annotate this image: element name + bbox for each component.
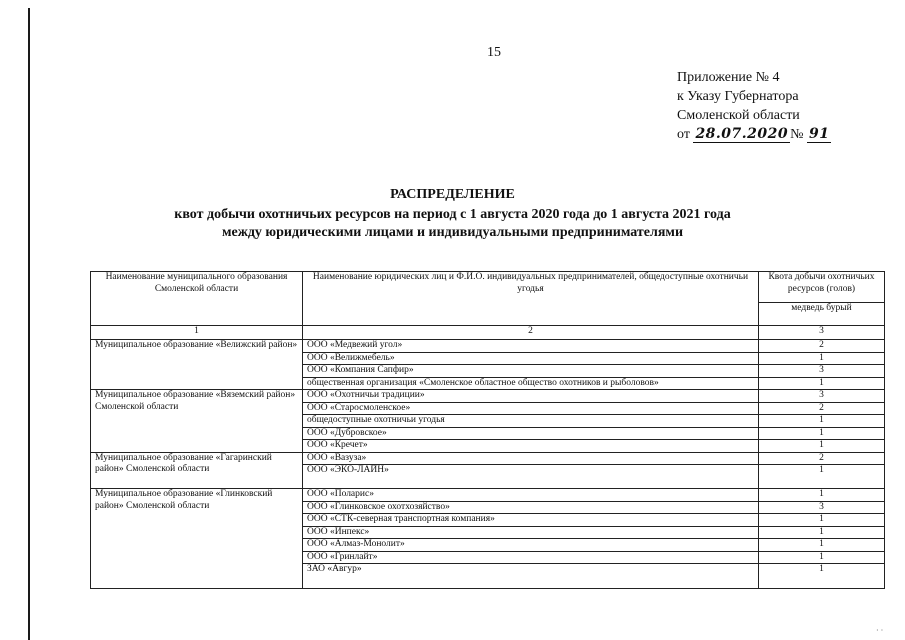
organization-cell: ООО «Алмаз-Монолит» bbox=[303, 539, 759, 552]
quota-cell: 1 bbox=[759, 539, 885, 552]
organization-cell: ООО «Велижмебель» bbox=[303, 352, 759, 365]
organization-cell: ООО «Дубровское» bbox=[303, 427, 759, 440]
municipality-cell: Муниципальное образование «Вяземский район» Смоленской области bbox=[91, 390, 303, 453]
index-cell: 3 bbox=[759, 326, 885, 340]
handwritten-number: 91 bbox=[808, 126, 830, 142]
organization-cell: ООО «ЭКО-ЛАЙН» bbox=[303, 465, 759, 489]
quota-cell: 1 bbox=[759, 440, 885, 453]
table-row bbox=[91, 452, 885, 465]
appendix-line-1: Приложение № 4 bbox=[677, 70, 780, 85]
quota-cell: 1 bbox=[759, 564, 885, 589]
quota-cell: 2 bbox=[759, 402, 885, 415]
date-prefix: от bbox=[677, 127, 690, 142]
organization-cell: ЗАО «Авгур» bbox=[303, 564, 759, 589]
organization-cell: ООО «Компания Сапфир» bbox=[303, 365, 759, 378]
appendix-block bbox=[677, 68, 831, 144]
header-quota-species: медведь бурый bbox=[759, 303, 885, 326]
municipality-cell: Муниципальное образование «Глинковский район» Смоленской области bbox=[91, 489, 303, 589]
quota-cell: 2 bbox=[759, 340, 885, 353]
appendix-date-line bbox=[677, 125, 831, 144]
organization-cell: ООО «Старосмоленское» bbox=[303, 402, 759, 415]
quota-cell: 1 bbox=[759, 415, 885, 428]
municipality-cell: Муниципальное образование «Велижский район» bbox=[91, 340, 303, 390]
quota-cell: 1 bbox=[759, 489, 885, 502]
header-quota: Квота добычи охотничьих ресурсов (голов) bbox=[759, 272, 885, 303]
scan-edge-line bbox=[28, 8, 30, 640]
document-title: РАСПРЕДЕЛЕНИЕ bbox=[390, 187, 515, 202]
index-cell: 2 bbox=[303, 326, 759, 340]
quota-cell: 1 bbox=[759, 551, 885, 564]
quota-cell: 2 bbox=[759, 452, 885, 465]
organization-cell: ООО «Инпекс» bbox=[303, 526, 759, 539]
organization-cell: ООО «Кречет» bbox=[303, 440, 759, 453]
quota-cell: 1 bbox=[759, 427, 885, 440]
quota-cell: 1 bbox=[759, 465, 885, 489]
quota-table bbox=[90, 271, 885, 589]
quota-cell: 1 bbox=[759, 514, 885, 527]
table-row bbox=[91, 390, 885, 403]
table-row bbox=[91, 340, 885, 353]
organization-cell: ООО «Глинковское охотхозяйство» bbox=[303, 501, 759, 514]
organization-cell: ООО «Вазуза» bbox=[303, 452, 759, 465]
organization-cell: ООО «Медвежий угол» bbox=[303, 340, 759, 353]
header-organization: Наименование юридических лиц и Ф.И.О. индивидуальных предпринимателей, общедоступные охотничьи угодья bbox=[303, 272, 759, 326]
organization-cell: общедоступные охотничьи угодья bbox=[303, 415, 759, 428]
appendix-line-2: к Указу Губернатора bbox=[677, 89, 799, 104]
scan-mark: · · bbox=[876, 626, 884, 635]
quota-cell: 3 bbox=[759, 390, 885, 403]
header-municipality: Наименование муниципального образования Смоленской области bbox=[91, 272, 303, 326]
organization-cell: ООО «Поларис» bbox=[303, 489, 759, 502]
organization-cell: ООО «СТК-северная транспортная компания» bbox=[303, 514, 759, 527]
appendix-line-3: Смоленской области bbox=[677, 108, 800, 123]
table-row bbox=[91, 489, 885, 502]
document-subtitle-2: между юридическими лицами и индивидуальными предпринимателями bbox=[221, 225, 684, 240]
handwritten-date: 28.07.2020 bbox=[695, 126, 789, 142]
document-subtitle-1: квот добычи охотничьих ресурсов на период с 1 августа 2020 года до 1 августа 2021 года bbox=[174, 207, 731, 222]
organization-cell: общественная организация «Смоленское областное общество охотников и рыболовов» bbox=[303, 377, 759, 390]
quota-cell: 1 bbox=[759, 352, 885, 365]
number-prefix: № bbox=[790, 127, 804, 142]
quota-cell: 3 bbox=[759, 365, 885, 378]
quota-cell: 3 bbox=[759, 501, 885, 514]
organization-cell: ООО «Гринлайт» bbox=[303, 551, 759, 564]
organization-cell: ООО «Охотничьи традиции» bbox=[303, 390, 759, 403]
page-number: 15 bbox=[487, 45, 501, 60]
municipality-cell: Муниципальное образование «Гагаринский район» Смоленской области bbox=[91, 452, 303, 489]
quota-cell: 1 bbox=[759, 377, 885, 390]
index-cell: 1 bbox=[91, 326, 303, 340]
quota-cell: 1 bbox=[759, 526, 885, 539]
